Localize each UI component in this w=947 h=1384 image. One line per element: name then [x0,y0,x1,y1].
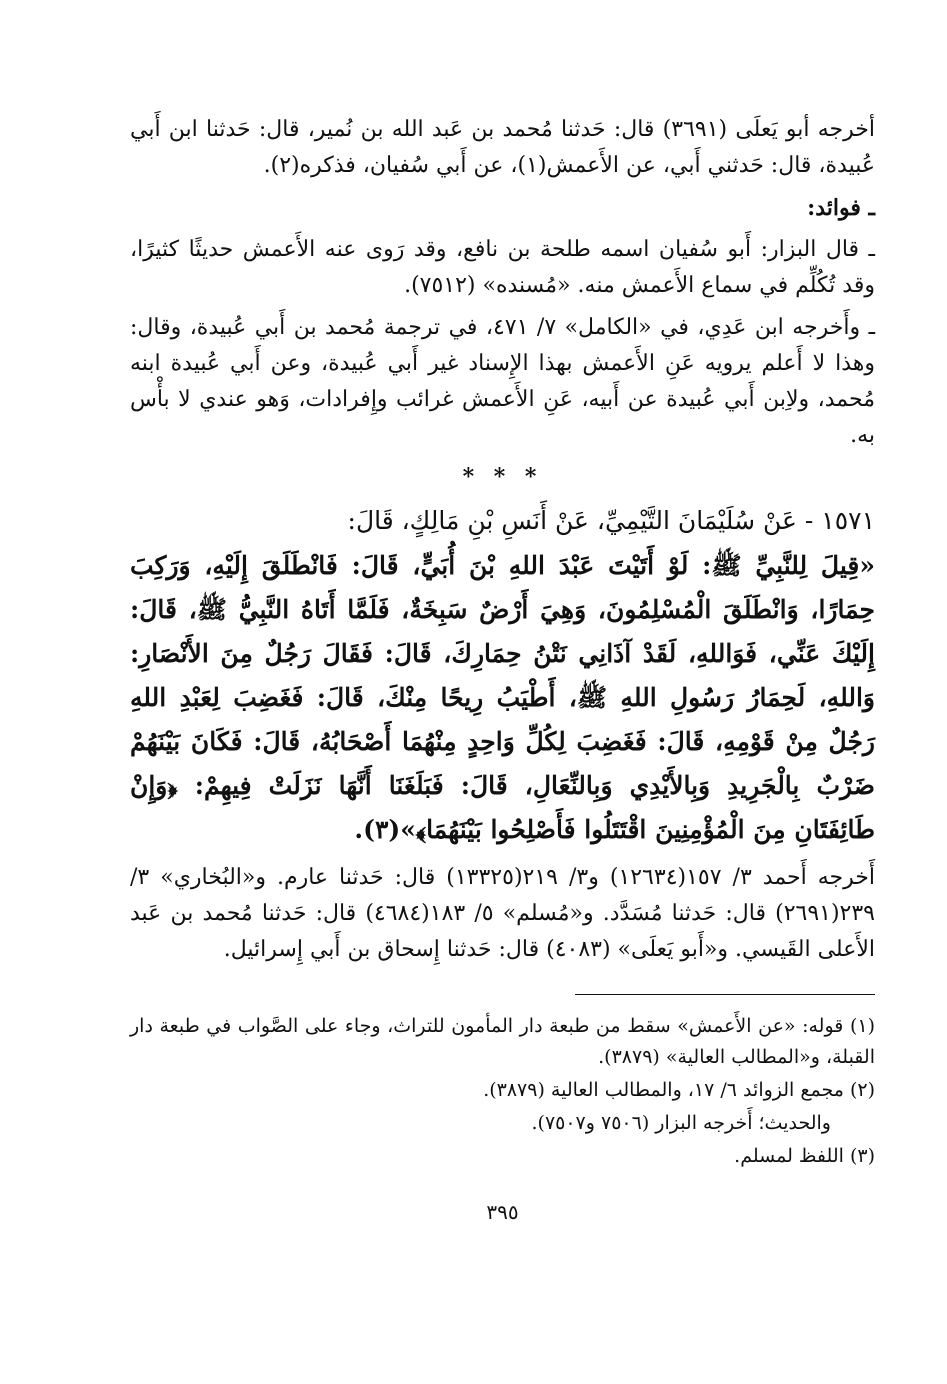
footnote-divider [575,994,875,995]
hadith-text: «قِيلَ لِلنَّبِيِّ ﷺ: لَوْ أَتَيْتَ عَبْدَ اللهِ بْنَ أُبَيٍّ، قَالَ: فَانْطَلَقَ إِلَيْهِ، وَرَكِبَ حِمَارًا، وَانْطَلَقَ الْمُسْلِمُونَ، وَهِيَ أَرْضٌ سَبِخَةٌ، فَلَمَّا أَتَاهُ النَّبِيُّ ﷺ، قَالَ: إِلَيْكَ عَنِّي، فَوَاللهِ، لَقَدْ آذَانِي نَتْنُ حِمَارِكَ، قَالَ: فَقَالَ رَجُلٌ مِنَ الأَنْصَارِ: وَاللهِ، لَحِمَارُ رَسُولِ اللهِ ﷺ، أَطْيَبُ رِيحًا مِنْكَ، قَالَ: فَغَضِبَ لِعَبْدِ اللهِ رَجُلٌ مِنْ قَوْمِهِ، قَالَ: فَغَضِبَ لِكُلِّ وَاحِدٍ مِنْهُمَا أَصْحَابُهُ، قَالَ: فَكَانَ بَيْنَهُمْ ضَرْبٌ بِالْجَرِيدِ وَبِالأَيْدِي وَبِالنِّعَالِ، قَالَ: فَبَلَغَنَا أَنَّهَا نَزَلَتْ فِيهِمْ: ﴿وَإِنْ طَائِفَتَانِ مِنَ الْمُؤْمِنِينَ اقْتَتَلُوا فَأَصْلِحُوا بَيْنَهُمَا﴾»(٣). [130,551,875,844]
takhrij-paragraph-top: أخرجه أبو يَعلَى (٣٦٩١) قال: حَدثنا مُحمد بن عَبد الله بن نُمير، قال: حَدثنا ابن أَبي عُبيدة، قال: حَدثني أَبي، عن الأَعمش(١)، عن أَبي سُفيان، فذكره(٢). [130,117,876,178]
footnote-1: (١) قوله: «عن الأَعمش» سقط من طبعة دار المأمون للتراث، وجاء على الصَّواب في طبعة دار القبلة، و«المطالب العالية» (٣٨٧٩). [130,1015,875,1068]
takhrij-paragraph: أَخرجه أَحمد ٣/ ١٥٧(١٢٦٣٤) و٣/ ٢١٩(١٣٣٢٥) قال: حَدثنا عارم. و«البُخاري» ٣/ ٢٣٩(٢٦٩١) قال: حَدثنا مُسَدَّد. و«مُسلم» ٥/ ١٨٣(٤٦٨٤) قال: حَدثنا مُحمد بن عَبد الأَعلى القَيسي. و«أَبو يَعلَى» (٤٠٨٣) قال: حَدثنا إِسحاق بن أَبي إِسرائيل. [130,865,876,962]
fawaid-paragraph-2: ـ وأَخرجه ابن عَدِي، في «الكامل» ٧/ ٤٧١، في ترجمة مُحمد بن أَبي عُبيدة، وقال: وهذا لا أَعلم يرويه عَنِ الأَعمش بهذا الإِسناد غير أَبي عُبيدة، وعن أَبي عُبيدة ابنه مُحمد، ولاِبن أَبي عُبيدة عن أَبيه، عَنِ الأَعمش غرائب وإِفرادات، وَهو عندي لا بأْس به. [130,315,876,448]
section-separator: * * * [462,464,543,490]
page-number: ٣٩٥ [486,1200,519,1224]
fawaid-heading: ـ فوائد: [807,195,875,221]
hadith-heading: ١٥٧١ - عَنْ سُلَيْمَانَ التَّيْمِيِّ، عَنْ أَنَسِ بْنِ مَالِكٍ، قَالَ: [347,506,875,535]
fawaid-paragraph-1: ـ قال البزار: أَبو سُفيان اسمه طلحة بن نافع، وقد رَوى عنه الأَعمش حديثًا كثيرًا، وقد تُكُلِّم في سماع الأَعمش منه. «مُسنده» (٧٥١٢). [130,237,875,298]
footnote-3: (٣) اللفظ لمسلم. [734,1145,875,1167]
page-body [130,112,875,1224]
footnote-2-continuation: والحديث؛ أَخرجه البزار (٧٥٠٦ و٧٥٠٧). [531,1112,831,1134]
footnote-2: (٢) مجمع الزوائد ٦/ ١٧، والمطالب العالية (٣٨٧٩). [483,1079,875,1101]
